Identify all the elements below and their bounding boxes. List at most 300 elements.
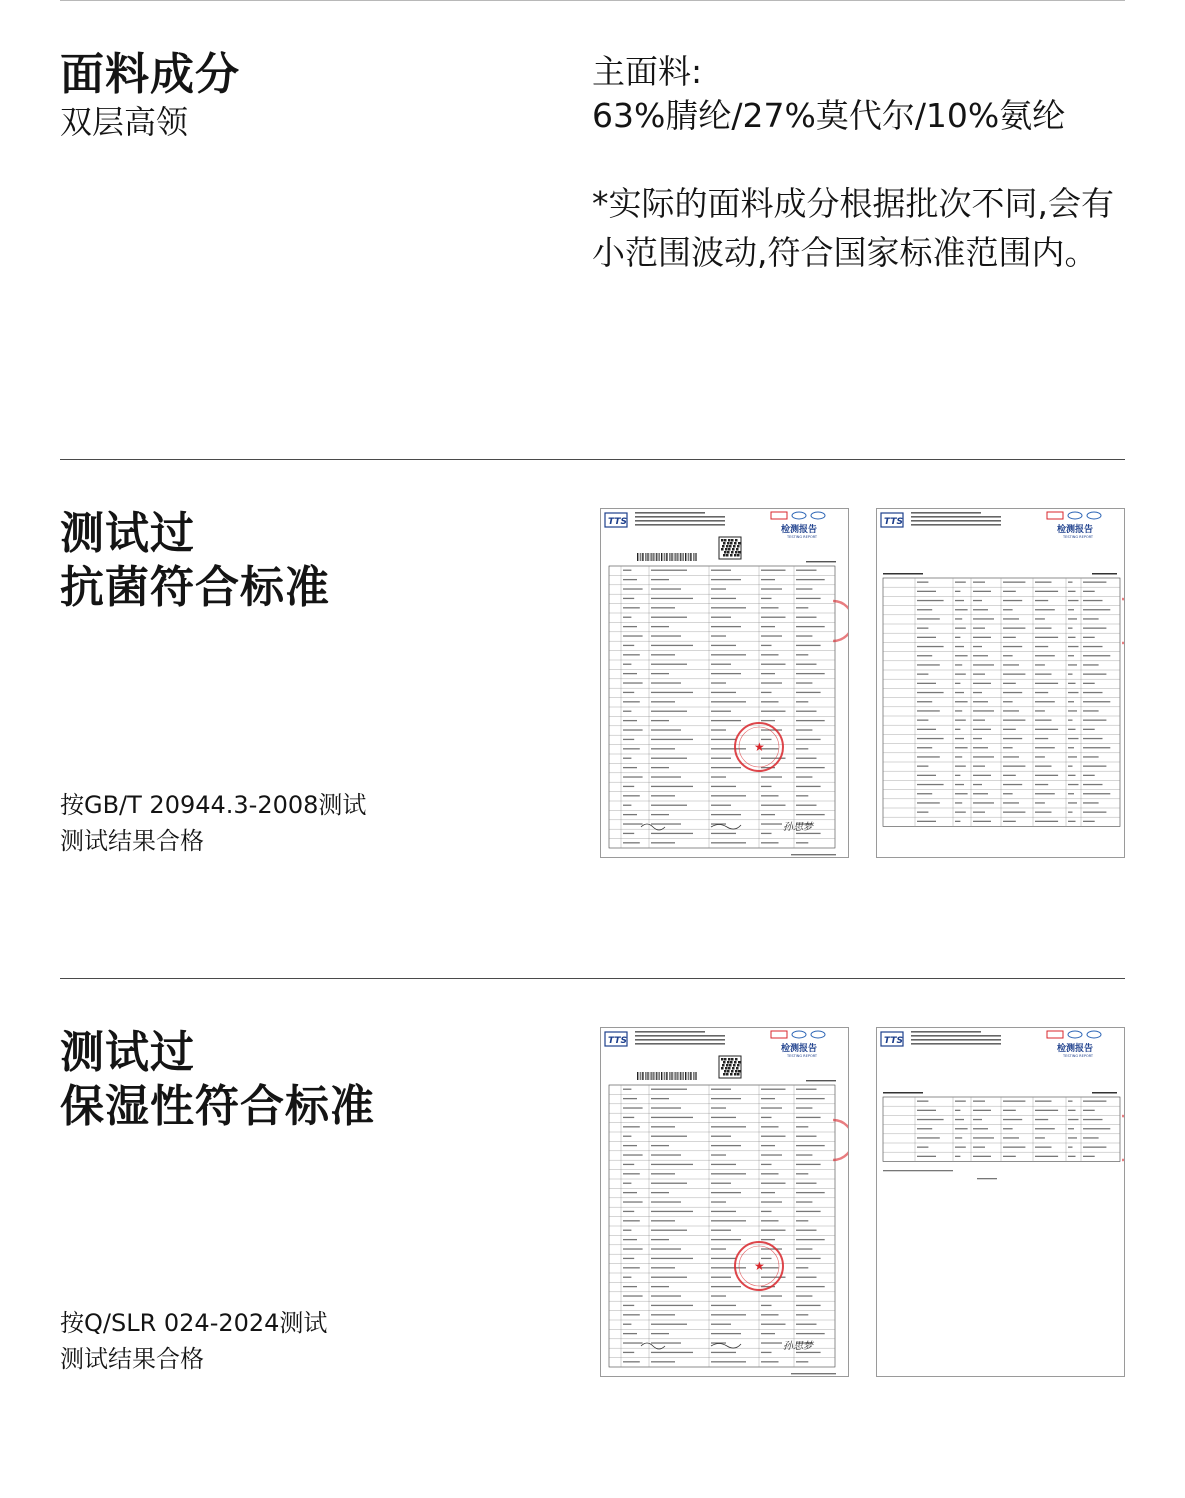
- report-cell-text: [796, 1201, 812, 1202]
- report-cell-text: [796, 1117, 821, 1118]
- report-cell-text: [955, 747, 968, 748]
- report-barcode-icon: [664, 553, 665, 561]
- report-cell-text: [711, 607, 746, 608]
- report-cell-text: [761, 673, 775, 674]
- report-cell-text: [1068, 729, 1076, 730]
- report-cell-text: [1068, 637, 1076, 638]
- report-cell-text: [973, 609, 988, 610]
- report-cell-text: [761, 598, 772, 599]
- report-cell-text: [796, 1286, 825, 1287]
- report-cell-text: [1035, 646, 1048, 647]
- report-cell-text: [955, 701, 968, 702]
- report-letterhead-line: [911, 516, 1001, 518]
- fabric-value: 63%腈纶/27%莫代尔/10%氨纶: [592, 96, 1066, 135]
- report-cell-text: [761, 617, 786, 618]
- report-cell-text: [917, 811, 928, 812]
- report-cell-text: [917, 1119, 944, 1120]
- report-barcode-icon: [693, 553, 694, 561]
- report-cell-text: [973, 1119, 982, 1120]
- report-cell-text: [651, 739, 693, 740]
- report-cell-text: [1003, 609, 1013, 610]
- report-cell-text: [761, 1324, 786, 1325]
- antibacterial-result: [60, 787, 366, 859]
- report-cell-text: [796, 776, 812, 777]
- report-cell-text: [955, 683, 960, 684]
- report-barcode-icon: [664, 1072, 665, 1080]
- report-cell-text: [955, 802, 962, 803]
- report-cell-text: [623, 720, 637, 721]
- report-barcode-icon: [648, 1072, 649, 1080]
- report-cell-text: [711, 776, 726, 777]
- report-heading-en: TESTING REPORT: [787, 1054, 818, 1058]
- report-signature: 孙思梦: [783, 1341, 813, 1352]
- report-cell-text: [623, 617, 631, 618]
- report-cell-text: [623, 626, 637, 627]
- report-cell-text: [796, 1107, 812, 1108]
- report-cell-text: [796, 1239, 825, 1240]
- report-barcode-icon: [645, 553, 646, 561]
- report-cell-text: [1083, 1128, 1110, 1129]
- report-qrcode-dot: [727, 1070, 730, 1073]
- report-barcode-icon: [655, 1072, 656, 1080]
- test-result: 测试结果合格: [60, 1345, 204, 1373]
- report-qrcode-dot: [731, 1070, 734, 1073]
- report-qrcode-dot: [738, 542, 741, 545]
- report-qrcode-dot: [725, 548, 728, 551]
- report-cell-text: [1035, 793, 1055, 794]
- report-barcode-icon: [637, 1072, 638, 1080]
- report-cell-text: [796, 739, 821, 740]
- report-qrcode-dot: [726, 545, 729, 548]
- report-cell-text: [796, 645, 821, 646]
- report-barcode-icon: [651, 1072, 652, 1080]
- report-cell-text: [1003, 765, 1025, 766]
- report-cell-text: [623, 739, 634, 740]
- report-cell-text: [623, 1286, 637, 1287]
- report-heading: 检测报告: [1057, 1044, 1094, 1054]
- report-letterhead-line: [911, 1031, 981, 1033]
- report-qrcode-dot: [723, 1061, 726, 1064]
- report-qrcode-dot: [734, 1061, 737, 1064]
- report-cell-text: [1003, 1119, 1022, 1120]
- report-cell-text: [796, 1324, 817, 1325]
- report-cell-text: [651, 1107, 681, 1108]
- report-cell-text: [711, 1258, 736, 1259]
- report-cell-text: [761, 701, 779, 702]
- report-letterhead-line: [635, 524, 725, 526]
- report-cell-text: [1003, 637, 1016, 638]
- report-cell-text: [623, 1201, 643, 1202]
- report-cell-text: [1068, 1110, 1076, 1111]
- report-cell-text: [917, 683, 936, 684]
- report-cell-text: [796, 1173, 808, 1174]
- report-barcode-icon: [666, 553, 667, 561]
- report-cell-text: [955, 756, 962, 757]
- report-cell-text: [917, 729, 936, 730]
- report-cell-text: [711, 1201, 726, 1202]
- report-cell-text: [1003, 821, 1016, 822]
- report-letterhead-line: [635, 1035, 725, 1037]
- report-cell-text: [917, 793, 932, 794]
- report-cell-text: [623, 579, 637, 580]
- report-cell-text: [1003, 793, 1013, 794]
- report-cell-text: [973, 802, 994, 803]
- report-cell-text: [711, 1277, 731, 1278]
- report-cell-text: [1083, 683, 1095, 684]
- report-cell-text: [1003, 600, 1022, 601]
- report-cell-text: [651, 598, 693, 599]
- report-cell-text: [651, 711, 687, 712]
- report-cell-text: [651, 1145, 669, 1146]
- report-cell-text: [711, 748, 746, 749]
- report-qrcode-dot: [736, 548, 739, 551]
- report-cell-text: [1035, 609, 1055, 610]
- report-cell-text: [1068, 692, 1079, 693]
- report-cell-text: [623, 682, 643, 683]
- report-qrcode-dot: [727, 551, 730, 554]
- report-qrcode-dot: [724, 1058, 727, 1061]
- report-cell-text: [711, 1164, 736, 1165]
- report-cell-text: [917, 655, 932, 656]
- report-barcode-icon: [653, 553, 654, 561]
- report-cell-text: [973, 756, 994, 757]
- report-barcode-icon: [639, 553, 640, 561]
- report-cell-text: [1068, 811, 1073, 812]
- report-cell-text: [1003, 710, 1019, 711]
- report-cell-text: [796, 598, 821, 599]
- report-heading: 检测报告: [781, 1044, 818, 1054]
- report-stamp-star-icon: ★: [754, 740, 765, 754]
- report-cell-text: [917, 581, 928, 582]
- report-barcode-icon: [643, 553, 644, 561]
- report-cell-text: [1068, 591, 1076, 592]
- report-barcode-icon: [696, 1072, 697, 1080]
- report-cell-text: [761, 570, 786, 571]
- report-cell-text: [711, 1333, 741, 1334]
- report-cell-text: [623, 1314, 640, 1315]
- report-cell-text: [711, 579, 741, 580]
- report-cell-text: [917, 609, 932, 610]
- report-qrcode-dot: [731, 551, 734, 554]
- report-cell-text: [796, 786, 821, 787]
- report-qrcode-dot: [729, 1064, 732, 1067]
- report-cell-text: [651, 1333, 669, 1334]
- report-cell-text: [1003, 1146, 1025, 1147]
- report-cell-text: [1003, 747, 1013, 748]
- report-cell-text: [796, 635, 812, 636]
- report-cell-text: [761, 1211, 772, 1212]
- report-barcode-icon: [687, 1072, 688, 1080]
- report-cell-text: [796, 1220, 808, 1221]
- report-qrcode-dot: [723, 554, 726, 557]
- report-cell-text: [796, 692, 821, 693]
- report-cell-text: [1083, 701, 1110, 702]
- report-barcode-icon: [647, 553, 648, 561]
- test-title-line1: 测试过: [60, 1027, 195, 1078]
- report-cell-text: [796, 673, 825, 674]
- report-cell-text: [651, 645, 693, 646]
- report-cell-text: [711, 1305, 736, 1306]
- report-cell-text: [761, 1314, 779, 1315]
- report-barcode-icon: [653, 1072, 654, 1080]
- report-qrcode-dot: [734, 554, 737, 557]
- report-logo-text: TTS: [884, 1036, 903, 1046]
- report-qrcode-dot: [738, 1070, 741, 1073]
- report-qrcode-dot: [728, 1067, 731, 1070]
- report-cell-text: [623, 692, 634, 693]
- report-cell-text: [1003, 618, 1019, 619]
- report-cell-text: [973, 811, 985, 812]
- report-cell-text: [761, 795, 779, 796]
- report-barcode-icon: [671, 1072, 672, 1080]
- report-cell-text: [651, 1173, 675, 1174]
- report-cell-text: [711, 692, 736, 693]
- report-cell-text: [761, 1277, 786, 1278]
- report-barcode-icon: [648, 553, 649, 561]
- report-cell-text: [917, 1100, 928, 1101]
- report-cell-text: [711, 635, 726, 636]
- report-cell-text: [955, 729, 960, 730]
- report-cell-text: [651, 729, 681, 730]
- report-letterhead-line: [911, 1039, 1001, 1041]
- test-title-line2: 抗菌符合标准: [60, 562, 330, 613]
- report-cell-text: [651, 654, 675, 655]
- report-cell-text: [973, 719, 985, 720]
- report-cell-text: [761, 1295, 782, 1296]
- report-footer-text: [791, 1373, 836, 1374]
- report-qrcode-dot: [723, 1073, 726, 1076]
- report-cell-text: [973, 692, 982, 693]
- report-thumbnail-cover: [600, 508, 849, 858]
- report-barcode-icon: [639, 1072, 640, 1080]
- report-cell-text: [761, 682, 782, 683]
- report-cell-text: [955, 719, 966, 720]
- report-cell-text: [623, 1324, 631, 1325]
- report-cell-text: [955, 637, 960, 638]
- report-qrcode-dot: [735, 1058, 738, 1061]
- report-barcode-icon: [690, 1072, 691, 1080]
- report-cell-text: [761, 588, 782, 589]
- report-cell-text: [1083, 793, 1110, 794]
- report-cell-text: [651, 1154, 681, 1155]
- report-cell-text: [761, 1230, 786, 1231]
- report-qrcode-dot: [732, 548, 735, 551]
- report-cell-text: [973, 1156, 991, 1157]
- report-cell-text: [1083, 692, 1103, 693]
- report-cell-text: [973, 1110, 991, 1111]
- report-cell-text: [711, 1267, 746, 1268]
- report-cell-text: [711, 786, 736, 787]
- report-cell-text: [1035, 765, 1052, 766]
- report-barcode-icon: [650, 553, 651, 561]
- report-cell-text: [1003, 646, 1022, 647]
- report-cell-text: [1083, 765, 1106, 766]
- report-barcode-icon: [683, 1072, 684, 1080]
- report-cell-text: [955, 600, 964, 601]
- report-cell-text: [711, 701, 746, 702]
- report-cell-text: [711, 1286, 741, 1287]
- report-cell-text: [955, 821, 960, 822]
- report-cell-text: [1068, 765, 1073, 766]
- report-barcode-icon: [672, 1072, 673, 1080]
- report-cell-text: [623, 598, 634, 599]
- report-cell-text: [651, 1117, 693, 1118]
- report-cell-text: [623, 1230, 631, 1231]
- report-cell-text: [1083, 1137, 1099, 1138]
- report-cell-text: [1068, 664, 1077, 665]
- report-barcode-icon: [691, 553, 692, 561]
- report-cell-text: [1035, 1146, 1052, 1147]
- report-barcode-icon: [666, 1072, 667, 1080]
- report-cell-text: [796, 1145, 825, 1146]
- report-cell-text: [955, 793, 968, 794]
- report-barcode-icon: [650, 1072, 651, 1080]
- report-cell-text: [711, 664, 731, 665]
- report-cell-text: [917, 719, 928, 720]
- report-cell-text: [761, 692, 772, 693]
- report-barcode-icon: [695, 553, 696, 561]
- report-cell-text: [955, 618, 962, 619]
- report-cell-text: [761, 579, 775, 580]
- report-cell-text: [917, 738, 944, 739]
- report-cell-text: [955, 591, 960, 592]
- report-cell-text: [1068, 627, 1073, 628]
- report-cell-text: [973, 581, 985, 582]
- report-cell-text: [711, 833, 736, 834]
- report-cell-text: [955, 811, 966, 812]
- report-cell-text: [651, 579, 669, 580]
- report-cell-text: [1035, 581, 1052, 582]
- report-cell-text: [711, 711, 731, 712]
- report-cell-text: [623, 729, 643, 730]
- report-cell-text: [761, 786, 772, 787]
- composition-title: 面料成分: [60, 49, 240, 100]
- report-cell-text: [761, 1201, 782, 1202]
- report-barcode-icon: [677, 553, 678, 561]
- report-cell-text: [917, 784, 944, 785]
- report-barcode-icon: [685, 1072, 686, 1080]
- report-cell-text: [955, 738, 964, 739]
- report-cell-text: [973, 683, 991, 684]
- report-cell-text: [651, 1314, 675, 1315]
- report-cell-text: [623, 1258, 634, 1259]
- report-cell-text: [1083, 627, 1106, 628]
- report-cell-text: [623, 1239, 637, 1240]
- report-cell-text: [955, 692, 964, 693]
- test-result: 测试结果合格: [60, 827, 204, 855]
- report-cell-text: [796, 1098, 825, 1099]
- report-cell-text: [623, 607, 640, 608]
- report-barcode-icon: [642, 1072, 643, 1080]
- report-cell-text: [761, 1183, 786, 1184]
- report-cell-text: [711, 1107, 726, 1108]
- report-qrcode-dot: [730, 542, 733, 545]
- report-cell-text: [955, 765, 966, 766]
- report-cell-text: [651, 748, 675, 749]
- report-barcode-icon: [658, 1072, 659, 1080]
- report-qrcode-dot: [722, 1064, 725, 1067]
- report-cell-text: [796, 711, 817, 712]
- report-cell-text: [1068, 756, 1077, 757]
- report-barcode-icon: [696, 553, 697, 561]
- report-cell-text: [711, 654, 746, 655]
- report-cell-text: [711, 720, 741, 721]
- report-cell-text: [1083, 738, 1103, 739]
- report-cell-text: [1003, 1156, 1016, 1157]
- report-cell-text: [651, 1305, 693, 1306]
- report-barcode-icon: [688, 1072, 689, 1080]
- report-cell-text: [917, 1146, 928, 1147]
- report-qrcode-dot: [726, 554, 729, 557]
- report-barcode-icon: [659, 553, 660, 561]
- report-cell-text: [623, 776, 643, 777]
- report-cell-text: [1068, 775, 1076, 776]
- report-cell-text: [796, 758, 817, 759]
- report-cell-text: [651, 1361, 675, 1362]
- report-cell-text: [623, 635, 643, 636]
- report-cell-text: [761, 1098, 775, 1099]
- report-cell-text: [711, 767, 741, 768]
- report-cell-text: [1068, 710, 1077, 711]
- report-qrcode-dot: [729, 545, 732, 548]
- report-cell-text: [955, 710, 962, 711]
- report-cell-text: [955, 1156, 960, 1157]
- report-cell-text: [1083, 673, 1106, 674]
- report-cell-text: [623, 570, 631, 571]
- report-cell-text: [651, 1126, 675, 1127]
- report-cell-text: [1035, 701, 1055, 702]
- report-cell-text: [761, 1361, 779, 1362]
- cma-mark-icon: [771, 512, 787, 519]
- report-cell-text: [761, 1107, 782, 1108]
- report-cell-text: [955, 627, 966, 628]
- report-cell-text: [711, 1295, 726, 1296]
- report-cell-text: [711, 1239, 741, 1240]
- moisture-heading: [60, 1026, 375, 1134]
- antibacterial-heading: [60, 507, 330, 615]
- report-barcode-icon: [683, 553, 684, 561]
- report-cell-text: [1083, 1110, 1095, 1111]
- report-cell-text: [1003, 581, 1025, 582]
- report-cell-text: [796, 1361, 808, 1362]
- report-cell-text: [623, 1192, 637, 1193]
- report-cell-text: [1068, 802, 1077, 803]
- report-cell-text: [1083, 1119, 1103, 1120]
- report-cell-text: [711, 1154, 726, 1155]
- report-letterhead-line: [911, 512, 981, 514]
- report-cell-text: [651, 776, 681, 777]
- report-cell-text: [917, 1110, 936, 1111]
- report-barcode-icon: [667, 553, 668, 561]
- report-barcode-icon: [659, 1072, 660, 1080]
- report-qrcode-dot: [724, 1070, 727, 1073]
- report-cell-text: [761, 1220, 779, 1221]
- report-barcode-icon: [640, 553, 641, 561]
- report-qrcode-dot: [727, 1061, 730, 1064]
- report-barcode-icon: [680, 1072, 681, 1080]
- ilac-mark-icon: [1068, 512, 1082, 519]
- report-barcode-icon: [674, 1072, 675, 1080]
- report-cell-text: [1083, 719, 1106, 720]
- report-cell-text: [711, 1098, 741, 1099]
- report-letterhead-line: [635, 520, 725, 522]
- report-qrcode-dot: [737, 1064, 740, 1067]
- report-cell-text: [1003, 811, 1025, 812]
- report-cell-text: [651, 823, 681, 824]
- report-cell-text: [955, 664, 962, 665]
- report-cell-text: [1035, 775, 1058, 776]
- report-letterhead-line: [911, 520, 1001, 522]
